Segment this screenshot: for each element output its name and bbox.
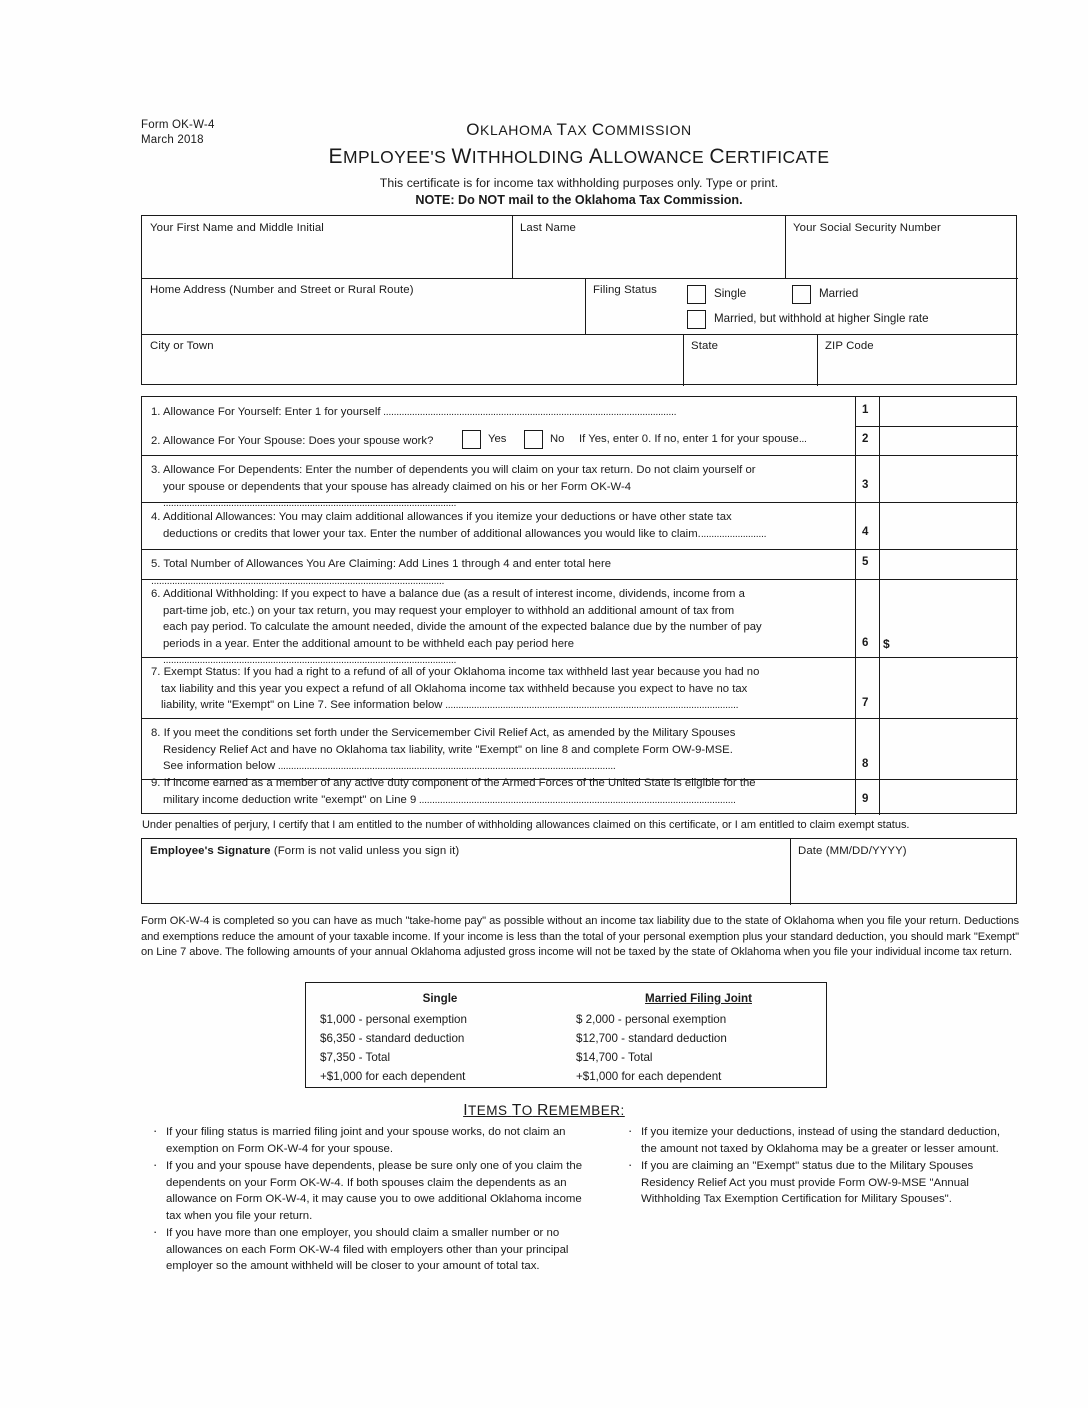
amounts-row: $1,000 - personal exemption <box>320 1013 467 1026</box>
line-2-value-input[interactable] <box>881 428 1015 454</box>
line-9-number: 9 <box>862 793 869 805</box>
line-1-text: 1. Allowance For Yourself: Enter 1 for yourself ................................................................................................................ <box>151 406 677 418</box>
last-name-input[interactable] <box>514 234 784 276</box>
filing-status-label: Filing Status <box>593 284 657 296</box>
ssn-input[interactable] <box>787 234 1015 276</box>
line-4-number: 4 <box>862 526 869 538</box>
identity-block <box>141 215 1017 385</box>
amounts-row: $12,700 - standard deduction <box>576 1032 727 1045</box>
city-input[interactable] <box>142 352 682 384</box>
checkbox-married-higher-single-rate[interactable] <box>687 310 706 329</box>
form-date: March 2018 <box>141 134 204 146</box>
header-note: NOTE: Do NOT mail to the Oklahoma Tax Commission. <box>415 193 743 207</box>
signature-label: Employee's Signature (Form is not valid unless you sign it) <box>150 845 460 857</box>
ssn-label: Your Social Security Number <box>793 222 941 234</box>
divider <box>142 718 1018 719</box>
line-1-number: 1 <box>862 404 869 416</box>
list-item: · If your filing status is married filing joint and your spouse works, do not claim an exemption on Form OK-W-4 for your spouse. <box>150 1124 590 1157</box>
divider <box>855 426 1018 427</box>
line-8-text: 8. If you meet the conditions set forth under the Servicemember Civil Relief Act, as amended by the Military Spouses Residency Relief Act and have no Oklahoma tax liability, write "Exempt" on line 8 and complete Form OW-9-MSE. See information below ................................................................................................................................. <box>151 727 736 772</box>
divider <box>142 579 1018 580</box>
line-8-value-input[interactable] <box>881 722 1015 778</box>
filing-status-higher-rate-label: Married, but withhold at higher Single rate <box>714 312 929 325</box>
amounts-row: $6,350 - standard deduction <box>320 1032 465 1045</box>
amounts-row: $ 2,000 - personal exemption <box>576 1013 727 1026</box>
items-to-remember-left-column <box>150 1124 590 1276</box>
line-7-text: 7. Exempt Status: If you had a right to a refund of all of your Oklahoma income tax withheld last year because you had no tax liability and this year you expect a refund of all Oklahoma income tax withheld because you expect to have no tax liability, write "Exempt" on Line 7. See information below ................................................................................................................ <box>151 666 760 711</box>
line-2-number: 2 <box>862 433 869 445</box>
form-number: Form OK-W-4 <box>141 119 215 131</box>
filing-status-single-label: Single <box>714 287 747 300</box>
exemption-amounts-table <box>305 982 827 1088</box>
line-2-text: 2. Allowance For Your Spouse: Does your spouse work? <box>151 435 434 447</box>
header-subtitle: This certificate is for income tax withholding purposes only. Type or print. <box>379 176 779 190</box>
divider <box>142 455 1018 456</box>
agency-name: OKLAHOMA TAX COMMISSION <box>466 120 692 139</box>
form-identifier <box>141 118 215 148</box>
items-to-remember-right-column <box>625 1124 1015 1209</box>
line-6-dollar-sign: $ <box>883 637 890 651</box>
state-label: State <box>691 340 719 352</box>
line-9-text: 9. If income earned as a member of any active duty component of the Armed Forces of the United State is eligible for the military income deduction write "exempt" on Line 9 ......................................................................................................................... <box>151 777 756 806</box>
checkbox-spouse-works-yes[interactable] <box>462 430 481 449</box>
line-6-value-input[interactable] <box>894 583 1015 656</box>
signature-block <box>141 838 1017 904</box>
line-3-value-input[interactable] <box>881 459 1015 501</box>
first-name-label: Your First Name and Middle Initial <box>150 222 324 234</box>
line-6-text: 6. Additional Withholding: If you expect to have a balance due (as a result of interest income, dividends, income from a part-time job, etc.) on your tax return, you may request your employer to withhold an additional amount of tax from each pay period. To calculate the amount needed, divide the amount of the expected balance due by the number of pay periods in a year. Enter the additional amount to be withheld each pay period here ................................................................................................................ <box>151 588 762 666</box>
line-5-value-input[interactable] <box>881 552 1015 578</box>
state-input[interactable] <box>685 352 815 384</box>
list-item: · If you are claiming an "Exempt" status due to the Military Spouses Residency Relief Act you must provide Form OW-9-MSE "Annual Withholding Tax Exemption Certification for Military Spouses". <box>625 1158 1015 1208</box>
date-label: Date (MM/DD/YYYY) <box>798 845 907 857</box>
last-name-label: Last Name <box>520 222 576 234</box>
line-2-text-after: If Yes, enter 0. If no, enter 1 for your spouse... <box>579 433 807 445</box>
list-item: · If you have more than one employer, you should claim a smaller number or no allowances on each Form OK-W-4 filed with employers other than your principal employer so the amount withheld will be closer to your amount of total tax. <box>150 1225 590 1275</box>
list-item: · If you itemize your deductions, instead of using the standard deduction, the amount not taxed by Oklahoma may be a greater or lesser amount. <box>625 1124 1015 1157</box>
line-6-number: 6 <box>862 637 869 649</box>
amounts-row: $14,700 - Total <box>576 1051 653 1064</box>
date-input[interactable] <box>792 859 1015 902</box>
line-7-number: 7 <box>862 697 869 709</box>
amounts-row: +$1,000 for each dependent <box>576 1070 722 1083</box>
divider <box>142 657 1018 658</box>
line-8-number: 8 <box>862 758 869 770</box>
amounts-row: +$1,000 for each dependent <box>320 1070 466 1083</box>
divider <box>142 502 1018 503</box>
address-input[interactable] <box>142 296 582 332</box>
line-4-text: 4. Additional Allowances: You may claim additional allowances if you itemize your deductions or have other state tax deductions or credits that lower your tax. Enter the number of additional allowances you would like to claim.......................... <box>151 511 767 540</box>
line-9-value-input[interactable] <box>881 782 1015 813</box>
items-to-remember-heading: ITEMS TO REMEMBER: <box>463 1102 625 1119</box>
explanatory-paragraph: Form OK-W-4 is completed so you can have as much "take-home pay" as possible without an income tax liability due to the state of Oklahoma when you file your return. Deductions and exemptions reduce the amount of your taxable income. If your income is less than the total of your personal exemption plus your standard deduction, you should mark "Exempt" on Line 7 above. The following amounts of your annual Oklahoma adjusted gross income will not be taxed by the state of Oklahoma when you file your individual income tax return. <box>141 915 1019 958</box>
amounts-column-married <box>576 989 821 1086</box>
divider <box>142 549 1018 550</box>
line-1-value-input[interactable] <box>881 398 1015 425</box>
divider <box>879 397 880 815</box>
address-label: Home Address (Number and Street or Rural Route) <box>150 284 414 296</box>
page-title: EMPLOYEE'S WITHHOLDING ALLOWANCE CERTIFICATE <box>328 145 830 168</box>
first-name-input[interactable] <box>142 234 512 276</box>
checkbox-married[interactable] <box>792 285 811 304</box>
city-label: City or Town <box>150 340 214 352</box>
line-4-value-input[interactable] <box>881 506 1015 548</box>
zip-input[interactable] <box>819 352 1015 384</box>
perjury-statement: Under penalties of perjury, I certify that I am entitled to the number of withholding allowances claimed on this certificate, or I am entitled to claim exempt status. <box>142 819 910 831</box>
amounts-heading-married: Married Filing Joint <box>645 992 752 1005</box>
spouse-works-yes-label: Yes <box>488 433 507 445</box>
line-7-value-input[interactable] <box>881 661 1015 717</box>
form-header <box>141 118 1017 207</box>
checkbox-single[interactable] <box>687 285 706 304</box>
line-5-text: 5. Total Number of Allowances You Are Claiming: Add Lines 1 through 4 and enter total here ................................................................................................................ <box>151 558 612 587</box>
amounts-row: $7,350 - Total <box>320 1051 391 1064</box>
line-3-number: 3 <box>862 479 869 491</box>
line-3-text: 3. Allowance For Dependents: Enter the number of dependents you will claim on your tax return. Do not claim yourself or your spouse or dependents that your spouse has already claimed on his or her Form OK-W-4 ................................................................................................................ <box>151 464 756 509</box>
divider <box>855 397 856 815</box>
checkbox-spouse-works-no[interactable] <box>524 430 543 449</box>
signature-input[interactable] <box>142 859 787 902</box>
allowance-lines-block <box>141 396 1017 814</box>
line-5-number: 5 <box>862 556 869 568</box>
amounts-column-single <box>320 989 560 1086</box>
filing-status-married-label: Married <box>819 287 859 300</box>
spouse-works-no-label: No <box>550 433 565 445</box>
zip-label: ZIP Code <box>825 340 874 352</box>
list-item: · If you and your spouse have dependents, please be sure only one of you claim the dependents on your Form OK-W-4. If both spouses claim the dependents as an allowance on Form OK-W-4, it may cause you to owe additional Oklahoma income tax when you file your return. <box>150 1158 590 1224</box>
amounts-heading-single: Single <box>422 992 458 1005</box>
